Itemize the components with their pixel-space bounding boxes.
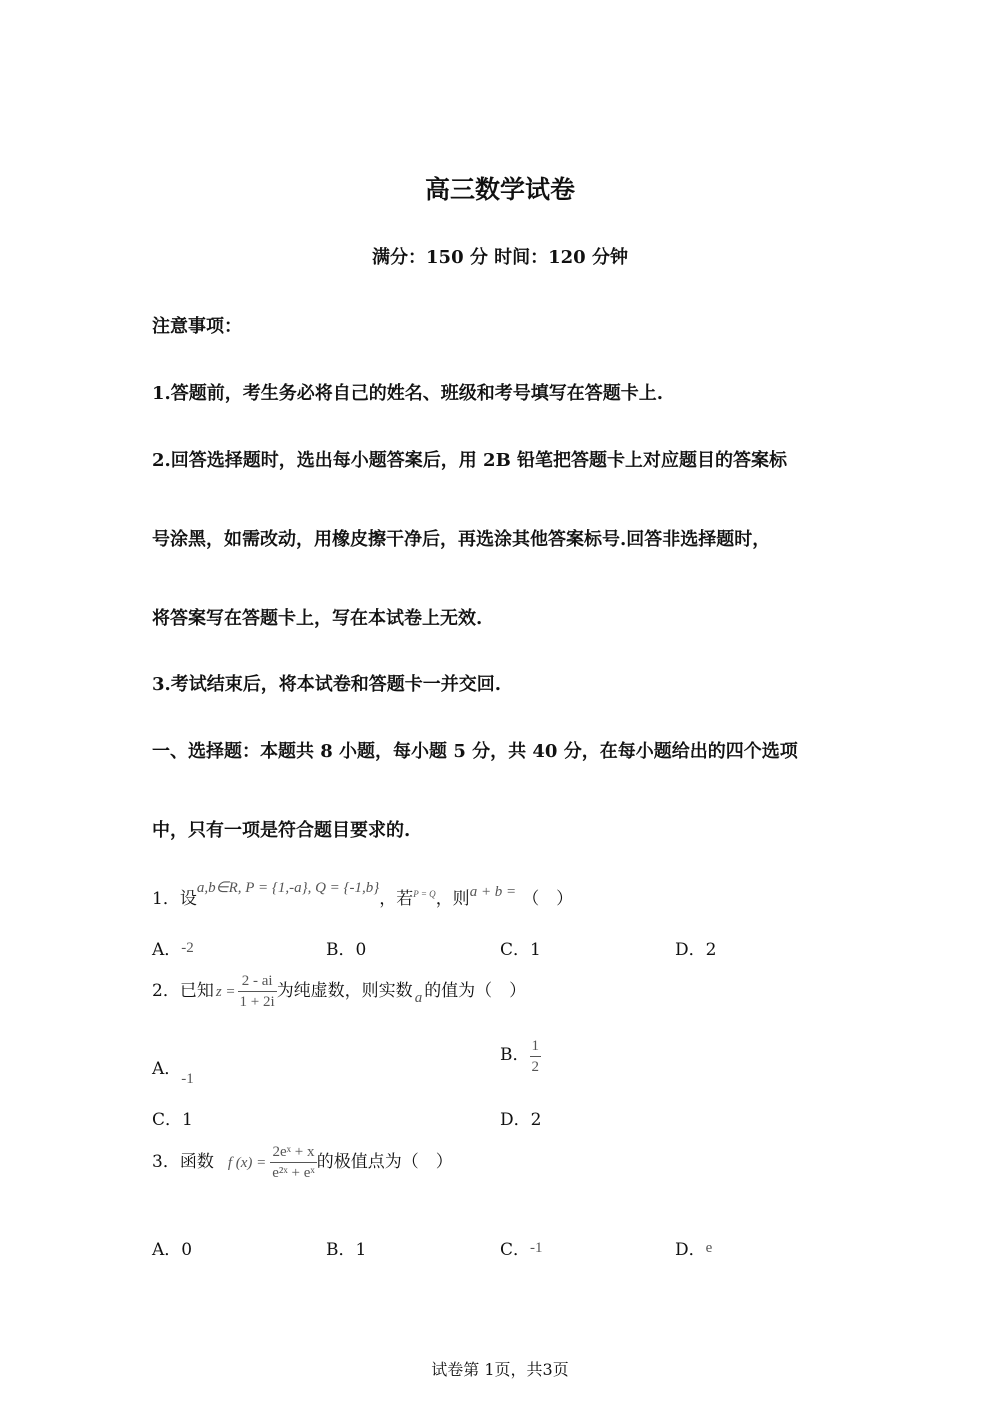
option-label: D． bbox=[500, 1110, 531, 1130]
question-1-option-c bbox=[500, 935, 541, 960]
question-3-option-a bbox=[152, 1235, 192, 1260]
question-3 bbox=[152, 1142, 453, 1183]
question-1-option-a bbox=[152, 935, 194, 960]
option-value: -2 bbox=[181, 940, 194, 956]
option-label: C． bbox=[152, 1110, 183, 1130]
option-value: e bbox=[705, 1240, 713, 1256]
option-label: D． bbox=[675, 1240, 706, 1260]
question-1-set-definition: a,b∈R, P = {1,-a}, Q = {-1,b} bbox=[196, 880, 380, 896]
option-label: A． bbox=[152, 1240, 182, 1260]
question-3-option-b bbox=[326, 1235, 366, 1260]
question-2-option-a bbox=[152, 1054, 194, 1087]
page-footer: 试卷第 1页，共3页 bbox=[431, 1360, 569, 1379]
section-heading-line-2: 中，只有一项是符合题目要求的. bbox=[152, 820, 411, 841]
question-2 bbox=[152, 971, 526, 1012]
notice-item-1: 1.答题前，考生务必将自己的姓名、班级和考号填写在答题卡上. bbox=[152, 383, 664, 404]
question-3-option-d bbox=[675, 1235, 712, 1260]
option-value: -1 bbox=[181, 1071, 194, 1087]
question-3-tail: 的极值点为（ ） bbox=[316, 1152, 453, 1172]
fraction-numerator: 2eˣ + x bbox=[270, 1142, 316, 1163]
notice-item-2-line-2: 号涂黑，如需改动，用橡皮擦干净后，再选涂其他答案标号.回答非选择题时， bbox=[152, 529, 771, 550]
question-3-prefix: 3．函数 bbox=[152, 1152, 214, 1172]
notice-item-3: 3.考试结束后，将本试卷和答题卡一并交回. bbox=[152, 674, 502, 695]
fraction-denominator: 2 bbox=[531, 1059, 539, 1075]
option-value: 0 bbox=[181, 1240, 193, 1260]
question-2-prefix: 2．已知 bbox=[152, 981, 214, 1001]
question-1-mid: ，若 bbox=[379, 889, 414, 909]
option-label: C． bbox=[500, 1240, 531, 1260]
question-1 bbox=[152, 880, 574, 909]
option-label: B． bbox=[326, 940, 356, 960]
option-value: 1 bbox=[182, 1110, 193, 1130]
option-label: C． bbox=[500, 940, 531, 960]
option-label: B． bbox=[326, 1240, 356, 1260]
question-2-option-b bbox=[500, 1036, 541, 1077]
question-2-option-c bbox=[152, 1105, 193, 1130]
question-3-option-c bbox=[500, 1235, 543, 1260]
fraction-numerator: 2 - ai bbox=[238, 971, 277, 992]
option-label: A． bbox=[152, 940, 182, 960]
option-value: 1 bbox=[530, 940, 541, 960]
option-fraction bbox=[530, 1036, 542, 1077]
question-1-prefix: 1．设 bbox=[152, 889, 197, 909]
fraction-denominator: e²ˣ + eˣ bbox=[272, 1165, 315, 1181]
question-2-variable-a: a bbox=[414, 990, 423, 1006]
option-label: B． bbox=[500, 1045, 530, 1065]
question-1-option-b bbox=[326, 935, 366, 960]
option-value: 2 bbox=[705, 940, 717, 960]
notice-item-2-line-1: 2.回答选择题时，选出每小题答案后，用 2B 铅笔把答题卡上对应题目的答案标 bbox=[152, 450, 788, 471]
question-1-condition: P = Q bbox=[413, 889, 436, 899]
notice-item-2-line-3: 将答案写在答题卡上，写在本试卷上无效. bbox=[152, 608, 483, 629]
question-2-fraction bbox=[238, 971, 277, 1012]
question-2-option-d bbox=[500, 1105, 541, 1130]
option-value: 0 bbox=[355, 940, 367, 960]
fraction-denominator: 1 + 2i bbox=[239, 994, 275, 1010]
question-2-mid: 为纯虚数，则实数 bbox=[276, 981, 413, 1001]
option-value: -1 bbox=[530, 1240, 543, 1256]
question-1-expression: a + b = bbox=[469, 884, 517, 900]
notice-heading: 注意事项： bbox=[152, 316, 242, 337]
question-3-function: f (x) = bbox=[227, 1155, 267, 1171]
fraction-numerator: 1 bbox=[530, 1036, 542, 1057]
page-title: 高三数学试卷 bbox=[424, 175, 575, 204]
question-2-variable-z: z = bbox=[215, 984, 236, 1000]
option-label: A． bbox=[152, 1059, 182, 1079]
option-label: D． bbox=[675, 940, 706, 960]
option-value: 2 bbox=[530, 1110, 542, 1130]
section-heading-line-1: 一、选择题：本题共 8 小题，每小题 5 分，共 40 分，在每小题给出的四个选项 bbox=[152, 741, 798, 762]
question-1-option-d bbox=[675, 935, 716, 960]
question-2-tail: 的值为（ ） bbox=[424, 981, 527, 1001]
question-1-mid2: ，则 bbox=[435, 889, 470, 909]
question-1-blank: （ ） bbox=[522, 889, 574, 909]
exam-info: 满分：150 分 时间：120 分钟 bbox=[372, 247, 628, 268]
option-value: 1 bbox=[355, 1240, 367, 1260]
question-3-fraction bbox=[270, 1142, 316, 1183]
